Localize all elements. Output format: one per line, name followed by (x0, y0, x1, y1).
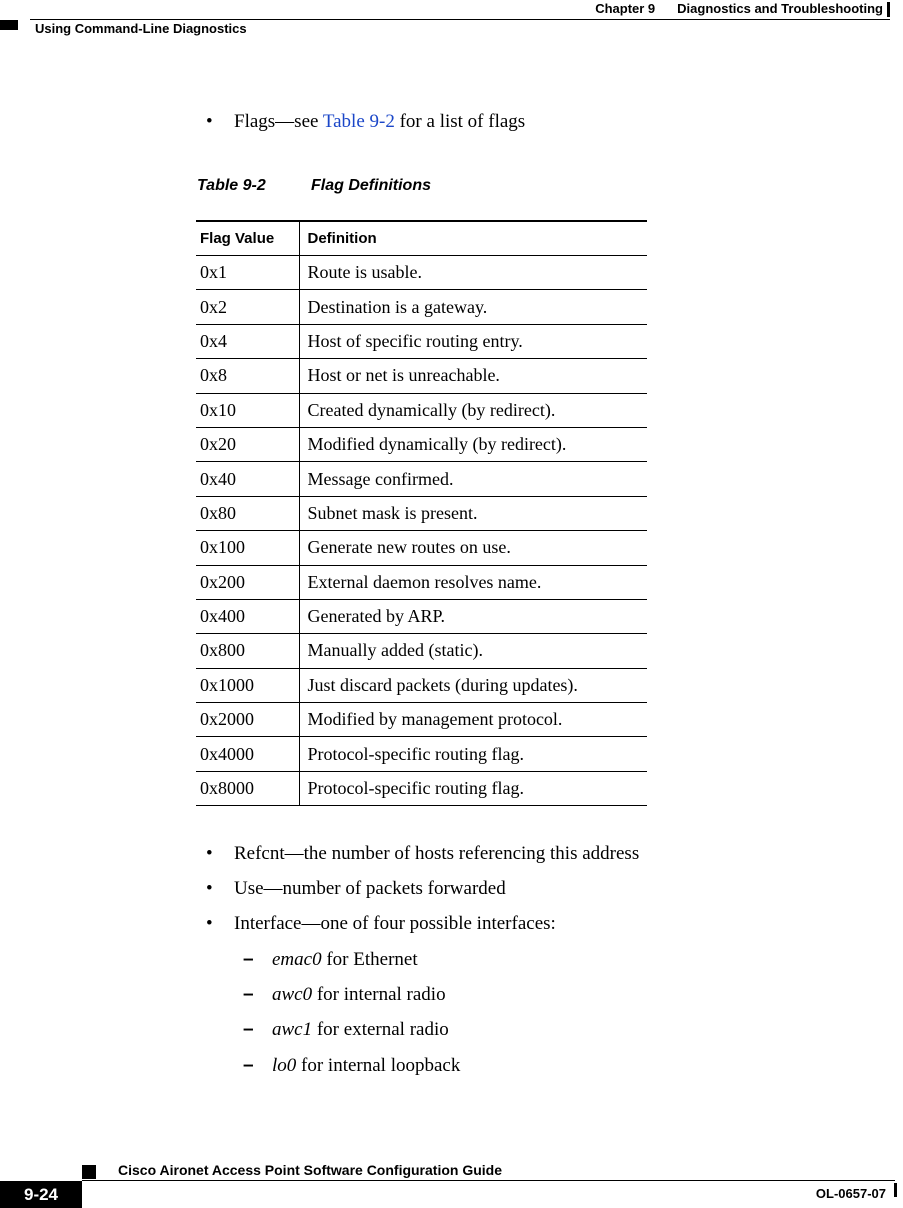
bullet-mark: • (206, 878, 213, 899)
flag-value-cell: 0x8000 (196, 771, 299, 805)
bullet-mark: • (206, 111, 213, 132)
table-caption (197, 177, 431, 195)
bullet-text: Interface—one of four possible interfaces: (234, 913, 556, 934)
flag-value-cell: 0x2000 (196, 703, 299, 737)
header-rule (30, 19, 890, 20)
flag-value-cell: 0x1000 (196, 668, 299, 702)
table-row (196, 634, 647, 668)
interface-desc: for Ethernet (321, 949, 418, 970)
bullet-text: for a list of flags (394, 111, 526, 132)
page-number: 9-24 (0, 1181, 82, 1208)
table-row (196, 737, 647, 771)
definition-cell: Route is usable. (299, 256, 647, 290)
definition-cell: Manually added (static). (299, 634, 647, 668)
table-link[interactable]: Table 9-2 (322, 111, 395, 132)
flag-value-cell: 0x80 (196, 496, 299, 530)
flag-value-cell: 0x40 (196, 462, 299, 496)
interface-desc: for internal radio (312, 984, 446, 1005)
definition-cell: Host of specific routing entry. (299, 324, 647, 358)
flag-value-cell: 0x400 (196, 599, 299, 633)
table-row (196, 599, 647, 633)
flag-value-cell: 0x8 (196, 359, 299, 393)
table-row (196, 256, 647, 290)
footer-tick (894, 1183, 897, 1197)
flag-definitions-table (196, 220, 647, 806)
definition-cell: Created dynamically (by redirect). (299, 393, 647, 427)
table-row (196, 359, 647, 393)
flag-value-cell: 0x10 (196, 393, 299, 427)
definition-cell: Protocol-specific routing flag. (299, 771, 647, 805)
caption-label: Table 9-2 (197, 177, 266, 194)
column-header-definition: Definition (299, 221, 647, 256)
bullet-text: Use—number of packets forwarded (234, 878, 506, 899)
definition-cell: Message confirmed. (299, 462, 647, 496)
bullet-text: Flags—see (234, 111, 323, 132)
flag-value-cell: 0x100 (196, 531, 299, 565)
definition-cell: Just discard packets (during updates). (299, 668, 647, 702)
guide-title: Cisco Aironet Access Point Software Configuration Guide (118, 1162, 503, 1178)
chapter-title: Diagnostics and Troubleshooting (677, 1, 883, 16)
definition-cell: Modified by management protocol. (299, 703, 647, 737)
table-row (196, 462, 647, 496)
table-row (196, 565, 647, 599)
header-tick (887, 2, 890, 17)
flag-value-cell: 0x800 (196, 634, 299, 668)
table-row (196, 324, 647, 358)
definition-cell: Modified dynamically (by redirect). (299, 427, 647, 461)
flag-value-cell: 0x200 (196, 565, 299, 599)
bullet-text: Refcnt—the number of hosts referencing this address (234, 843, 640, 864)
interface-name: awc0 (272, 984, 313, 1005)
column-header-flag-value: Flag Value (196, 221, 299, 256)
interface-name: emac0 (272, 949, 322, 970)
definition-cell: External daemon resolves name. (299, 565, 647, 599)
flag-value-cell: 0x2 (196, 290, 299, 324)
table-row (196, 668, 647, 702)
chapter-number: Chapter 9 (595, 1, 656, 16)
flag-value-cell: 0x1 (196, 256, 299, 290)
definition-cell: Subnet mask is present. (299, 496, 647, 530)
section-title: Using Command-Line Diagnostics (35, 21, 247, 36)
table-row (196, 496, 647, 530)
running-header (595, 1, 883, 16)
table-row (196, 290, 647, 324)
dash-mark: – (243, 1055, 254, 1076)
definition-cell: Generated by ARP. (299, 599, 647, 633)
table-row (196, 771, 647, 805)
caption-title: Flag Definitions (311, 177, 431, 194)
flag-value-cell: 0x4 (196, 324, 299, 358)
definition-cell: Destination is a gateway. (299, 290, 647, 324)
flag-value-cell: 0x4000 (196, 737, 299, 771)
definition-cell: Generate new routes on use. (299, 531, 647, 565)
interface-name: awc1 (272, 1019, 313, 1040)
bullet-mark: • (206, 913, 213, 934)
flag-value-cell: 0x20 (196, 427, 299, 461)
table-row (196, 531, 647, 565)
interface-desc: for external radio (312, 1019, 449, 1040)
table-row (196, 703, 647, 737)
definition-cell: Host or net is unreachable. (299, 359, 647, 393)
dash-mark: – (243, 1019, 254, 1040)
header-block (0, 20, 18, 30)
table-row (196, 427, 647, 461)
footer-tick (82, 1165, 96, 1179)
footer-rule (82, 1180, 895, 1181)
bullet-mark: • (206, 843, 213, 864)
dash-mark: – (243, 949, 254, 970)
interface-name: lo0 (272, 1055, 297, 1076)
table-header-row (196, 221, 647, 256)
definition-cell: Protocol-specific routing flag. (299, 737, 647, 771)
document-number: OL-0657-07 (815, 1186, 886, 1201)
interface-desc: for internal loopback (296, 1055, 461, 1076)
dash-mark: – (243, 984, 254, 1005)
table-row (196, 393, 647, 427)
